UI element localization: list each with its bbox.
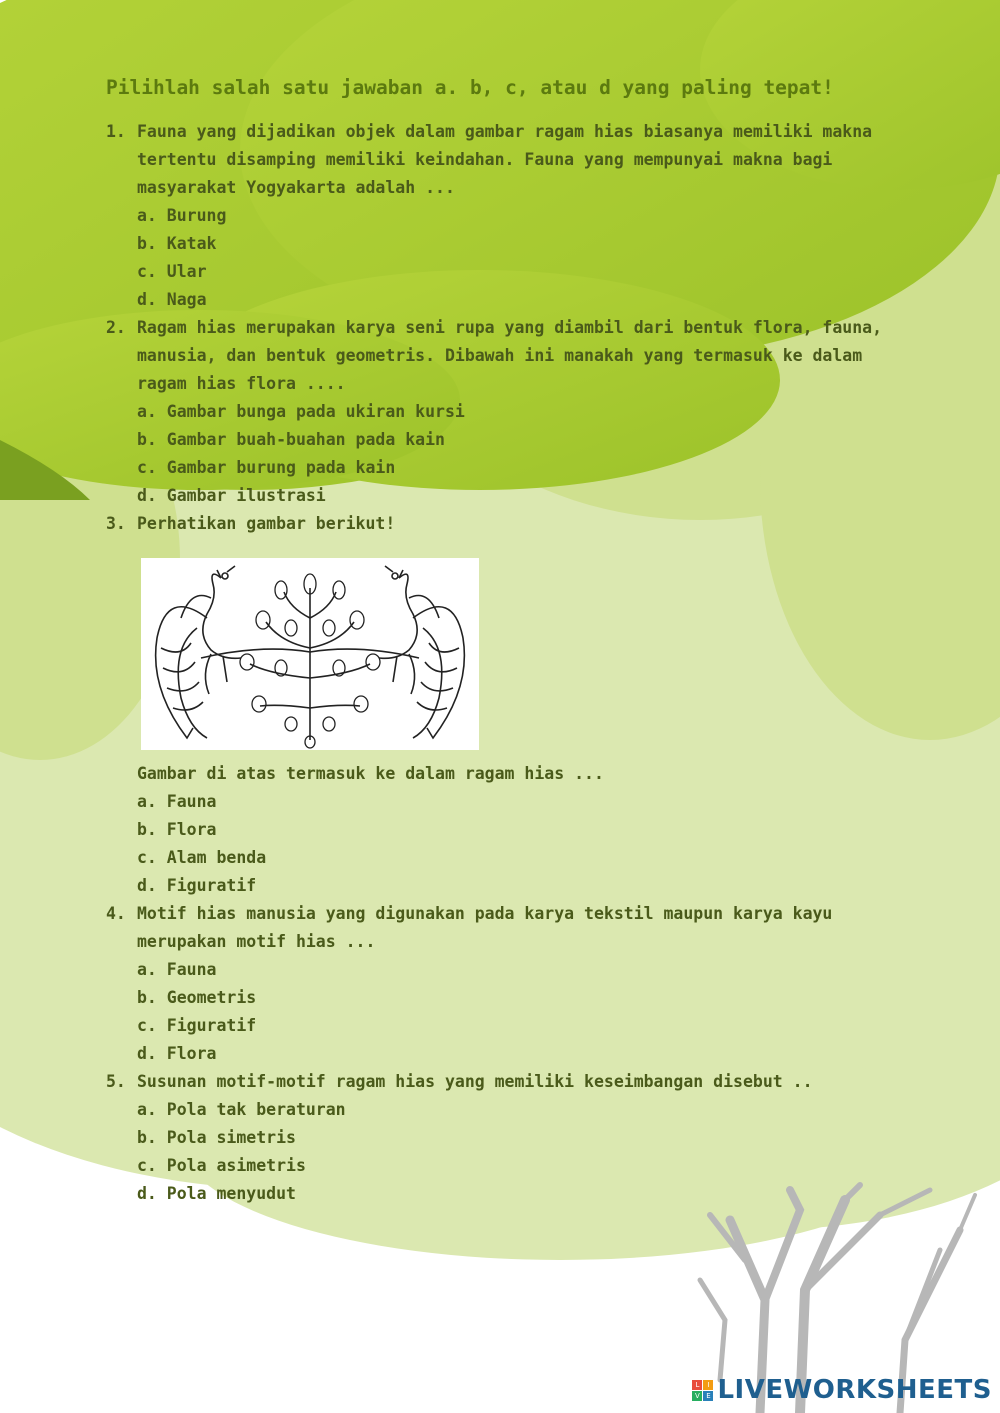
question-number: 5. bbox=[106, 1072, 126, 1091]
question-2 bbox=[106, 314, 906, 510]
question-5 bbox=[106, 1068, 906, 1208]
option-4d[interactable]: d. Flora bbox=[137, 1044, 217, 1063]
option-4c[interactable]: c. Figuratif bbox=[137, 1016, 257, 1035]
liveworksheets-logo-icon: L I V E bbox=[692, 1380, 713, 1401]
question-stem: Fauna yang dijadikan objek dalam gambar ragam hias biasanya memiliki makna tertentu disamping memiliki keindahan. Fauna yang mempunyai makna bagi masyarakat Yogyakarta adalah ... bbox=[137, 122, 873, 197]
question-stem: Perhatikan gambar berikut! bbox=[137, 514, 396, 533]
option-5b[interactable]: b. Pola simetris bbox=[137, 1128, 296, 1147]
question-number: 3. bbox=[106, 514, 126, 533]
option-3a[interactable]: a. Fauna bbox=[137, 792, 217, 811]
option-2d[interactable]: d. Gambar ilustrasi bbox=[137, 486, 326, 505]
question-stem: Susunan motif-motif ragam hias yang memiliki keseimbangan disebut .. bbox=[137, 1072, 813, 1091]
option-1b[interactable]: b. Katak bbox=[137, 234, 217, 253]
option-1d[interactable]: d. Naga bbox=[137, 290, 207, 309]
option-4a[interactable]: a. Fauna bbox=[137, 960, 217, 979]
question-number: 1. bbox=[106, 122, 126, 141]
brand-name: LIVEWORKSHEETS bbox=[717, 1375, 992, 1405]
question-1 bbox=[106, 118, 906, 314]
question-3 bbox=[106, 510, 906, 900]
worksheet-content bbox=[106, 74, 906, 1208]
option-1c[interactable]: c. Ular bbox=[137, 262, 207, 281]
liveworksheets-logo[interactable] bbox=[692, 1375, 992, 1405]
option-5a[interactable]: a. Pola tak beraturan bbox=[137, 1100, 346, 1119]
question-4 bbox=[106, 900, 906, 1068]
question-number: 2. bbox=[106, 318, 126, 337]
ornament-illustration bbox=[141, 558, 479, 750]
question-stem-followup: Gambar di atas termasuk ke dalam ragam hias ... bbox=[137, 764, 604, 783]
option-3d[interactable]: d. Figuratif bbox=[137, 876, 257, 895]
option-3c[interactable]: c. Alam benda bbox=[137, 848, 267, 867]
option-1a[interactable]: a. Burung bbox=[137, 206, 227, 225]
instruction-heading: Pilihlah salah satu jawaban a. b, c, atau d yang paling tepat! bbox=[106, 76, 834, 99]
option-5d[interactable]: d. Pola menyudut bbox=[137, 1184, 296, 1203]
peacock-tree-ornament-icon bbox=[141, 558, 479, 750]
option-2a[interactable]: a. Gambar bunga pada ukiran kursi bbox=[137, 402, 465, 421]
option-5c[interactable]: c. Pola asimetris bbox=[137, 1156, 306, 1175]
option-2c[interactable]: c. Gambar burung pada kain bbox=[137, 458, 396, 477]
option-3b[interactable]: b. Flora bbox=[137, 820, 217, 839]
question-stem: Ragam hias merupakan karya seni rupa yang diambil dari bentuk flora, fauna, manusia, dan bentuk geometris. Dibawah ini manakah yang termasuk ke dalam ragam hias flora .... bbox=[137, 318, 883, 393]
question-number: 4. bbox=[106, 904, 126, 923]
option-2b[interactable]: b. Gambar buah-buahan pada kain bbox=[137, 430, 445, 449]
option-4b[interactable]: b. Geometris bbox=[137, 988, 257, 1007]
question-stem: Motif hias manusia yang digunakan pada karya tekstil maupun karya kayu merupakan motif hias ... bbox=[137, 904, 833, 951]
